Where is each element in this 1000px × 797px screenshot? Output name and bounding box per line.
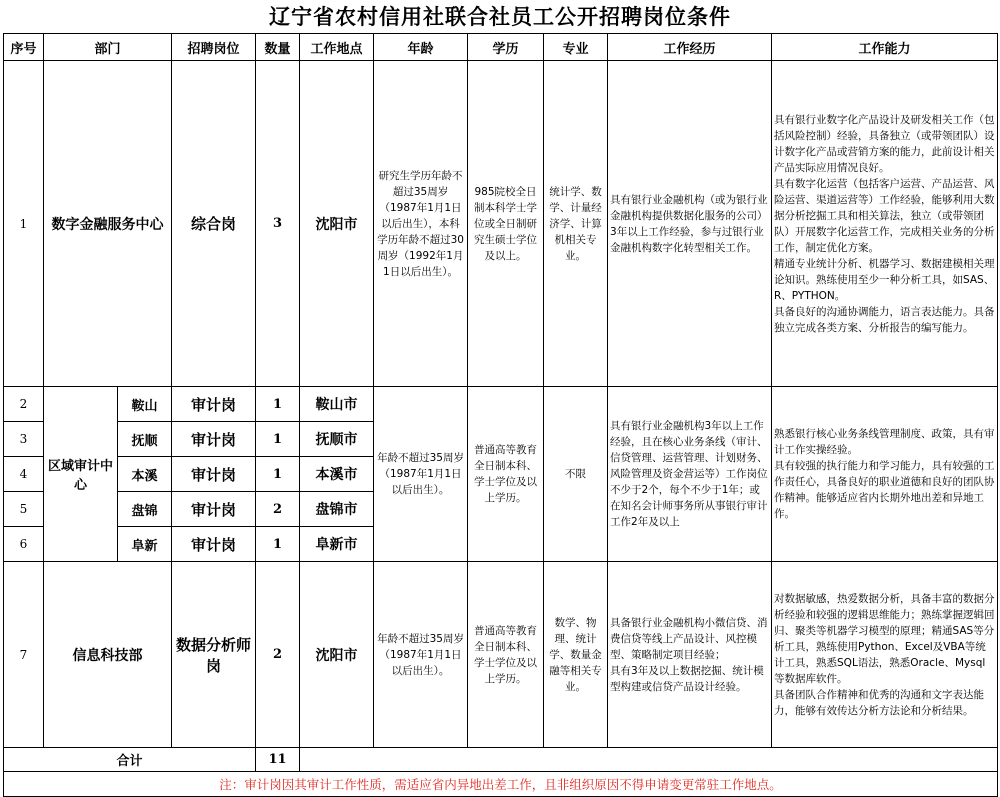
total-empty-cell [300, 748, 998, 772]
sub-department-cell: 盘锦 [118, 492, 172, 527]
count-cell: 1 [256, 457, 300, 492]
count-cell: 2 [256, 492, 300, 527]
header-experience: 工作经历 [608, 34, 772, 61]
position-cell: 数据分析师岗 [172, 562, 256, 748]
experience-cell: 具备银行业金融机构小微信贷、消费信贷等线上产品设计、风控模型、策略制定项目经验； 具有3年及以上数据挖掘、统计模型构建或信贷产品设计经验。 [608, 562, 772, 748]
location-cell: 阜新市 [300, 527, 374, 562]
sub-department-cell: 抚顺 [118, 422, 172, 457]
header-row [4, 34, 998, 61]
count-cell: 1 [256, 527, 300, 562]
total-count: 11 [256, 748, 300, 772]
row-index: 2 [4, 387, 44, 422]
location-cell: 抚顺市 [300, 422, 374, 457]
header-ability: 工作能力 [772, 34, 998, 61]
count-cell: 2 [256, 562, 300, 748]
location-cell: 本溪市 [300, 457, 374, 492]
location-cell: 沈阳市 [300, 562, 374, 748]
header-age: 年龄 [374, 34, 468, 61]
header-location: 工作地点 [300, 34, 374, 61]
row-index: 6 [4, 527, 44, 562]
education-cell: 普通高等教育全日制本科、学士学位及以上学历。 [468, 562, 544, 748]
experience-cell: 具有银行业金融机构3年以上工作经验，且在核心业务条线（审计、信贷管理、运营管理、计划财务、风险管理及资金营运等）工作岗位不少于2个，每个不少于1年；或在知名会计师事务所从事银行审计工作2年及以上 [608, 387, 772, 562]
table-row [4, 562, 998, 748]
total-label: 合计 [4, 748, 256, 772]
position-cell: 审计岗 [172, 492, 256, 527]
table-row [4, 61, 998, 387]
row-index: 3 [4, 422, 44, 457]
row-index: 5 [4, 492, 44, 527]
major-cell: 数学、物理、统计学、数量金融等相关专业。 [544, 562, 608, 748]
header-count: 数量 [256, 34, 300, 61]
major-cell: 统计学、数学、计量经济学、计算机相关专业。 [544, 61, 608, 387]
ability-cell: 对数据敏感，热爱数据分析，具备丰富的数据分析经验和较强的逻辑思维能力；熟练掌握逻辑回归、聚类等机器学习模型的原理；精通SAS等分析工具，熟练使用Python、Excel及VBA等统计工具，熟悉SQL语法，熟悉Oracle、Mysql等数据库软件。 具备团队合作精神和优秀的沟通和文字表达能力，能够有效传达分析方法论和分析结果。 [772, 562, 998, 748]
count-cell: 1 [256, 387, 300, 422]
experience-cell: 具有银行业金融机构（或为银行业金融机构提供数据化服务的公司）3年以上工作经验，参与过银行业金融机构数字化转型相关工作。 [608, 61, 772, 387]
age-cell: 年龄不超过35周岁（1987年1月1日以后出生）。 [374, 562, 468, 748]
age-cell: 研究生学历年龄不超过35周岁（1987年1月1日以后出生），本科学历年龄不超过30周岁（1992年1月1日以后出生）。 [374, 61, 468, 387]
position-cell: 审计岗 [172, 527, 256, 562]
sub-department-cell: 阜新 [118, 527, 172, 562]
header-major: 专业 [544, 34, 608, 61]
count-cell: 1 [256, 422, 300, 457]
department-cell: 数字金融服务中心 [44, 61, 172, 387]
sub-department-cell: 鞍山 [118, 387, 172, 422]
location-cell: 沈阳市 [300, 61, 374, 387]
ability-cell: 具有银行业数字化产品设计及研发相关工作（包括风险控制）经验，具备独立（或带领团队）设计数字化产品或营销方案的能力，此前设计相关产品实际应用情况良好。 具有数字化运营（包括客户运营、产品运营、风险运营、渠道运营等）工作经验，能够利用大数据分析挖掘工具和相关算法，独立（或带领团队）开展数字化运营工作，完成相关业务的分析工作，制定优化方案。 精通专业统计分析、机器学习、数据建模相关理论知识。熟练使用至少一种分析工具，如SAS、R、PYTHON。 具备良好的沟通协调能力，语言表达能力。具备独立完成各类方案、分析报告的编写能力。 [772, 61, 998, 387]
position-cell: 审计岗 [172, 387, 256, 422]
ability-cell: 熟悉银行核心业务条线管理制度、政策，具有审计工作实操经验。 具有较强的执行能力和学习能力，具有较强的工作责任心，具备良好的职业道德和良好的团队协作精神。能够适应省内长期外地出差和异地工作。 [772, 387, 998, 562]
table-row [4, 387, 998, 422]
department-cell: 区域审计中心 [44, 387, 118, 562]
header-index: 序号 [4, 34, 44, 61]
row-index: 7 [4, 562, 44, 748]
footnote: 注：审计岗因其审计工作性质，需适应省内异地出差工作，且非组织原因不得申请变更常驻工作地点。 [4, 772, 998, 797]
row-index: 1 [4, 61, 44, 387]
sub-department-cell: 本溪 [118, 457, 172, 492]
location-cell: 盘锦市 [300, 492, 374, 527]
major-cell: 不限 [544, 387, 608, 562]
note-row [4, 772, 998, 797]
location-cell: 鞍山市 [300, 387, 374, 422]
position-cell: 审计岗 [172, 457, 256, 492]
header-department: 部门 [44, 34, 172, 61]
department-cell: 信息科技部 [44, 562, 172, 748]
count-cell: 3 [256, 61, 300, 387]
position-cell: 综合岗 [172, 61, 256, 387]
row-index: 4 [4, 457, 44, 492]
header-position: 招聘岗位 [172, 34, 256, 61]
age-cell: 年龄不超过35周岁（1987年1月1日以后出生）。 [374, 387, 468, 562]
recruitment-table [3, 33, 998, 797]
total-row [4, 748, 998, 772]
education-cell: 985院校全日制本科学士学位或全日制研究生硕士学位及以上。 [468, 61, 544, 387]
education-cell: 普通高等教育全日制本科、学士学位及以上学历。 [468, 387, 544, 562]
document-title: 辽宁省农村信用社联合社员工公开招聘岗位条件 [269, 4, 731, 29]
header-education: 学历 [468, 34, 544, 61]
position-cell: 审计岗 [172, 422, 256, 457]
